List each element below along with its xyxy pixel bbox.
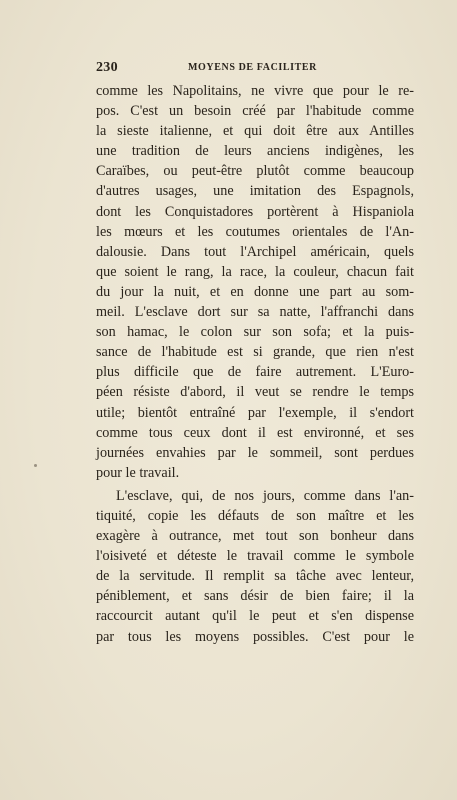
page-header — [96, 60, 414, 76]
text-line: une tradition de leurs anciens indigènes, les — [96, 143, 414, 160]
text-line: son hamac, le colon sur son sofa; et la puis- — [96, 324, 414, 341]
text-line: sance de l'habitude est si grande, que rien n'est — [96, 344, 414, 361]
text-line: du jour la nuit, et en donne une part au som- — [96, 283, 414, 300]
text-line: journées envahies par le sommeil, sont perdues — [96, 444, 414, 461]
text-line: raccourcit autant qu'il le peut et s'en dispense — [96, 608, 414, 625]
paper-speck — [34, 464, 37, 467]
text-line: que soient le rang, la race, la couleur, chacun fait — [96, 263, 414, 280]
text-line: d'autres usages, une imitation des Espagnols, — [96, 183, 414, 200]
body-text — [96, 81, 414, 647]
text-line: de la servitude. Il remplit sa tâche avec lenteur, — [96, 568, 414, 585]
text-line: l'oisiveté et déteste le travail comme le symbole — [96, 548, 414, 565]
text-line: pour le travail. — [96, 464, 180, 481]
text-line: comme tous ceux dont il est environné, et ses — [96, 424, 414, 441]
text-line: pos. C'est un besoin créé par l'habitude comme — [96, 103, 414, 120]
text-line: la sieste italienne, et qui doit être aux Antilles — [96, 123, 414, 140]
text-line: tiquité, copie les défauts de son maître et les — [96, 507, 414, 524]
page-number: 230 — [96, 60, 118, 75]
text-line: Caraïbes, ou peut-être plutôt comme beaucoup — [96, 163, 414, 180]
running-head: MOYENS DE FACILITER — [188, 62, 318, 73]
text-line: L'esclave, qui, de nos jours, comme dans l'an- — [116, 487, 414, 504]
text-line: péen résiste d'abord, il veut se rendre le temps — [96, 384, 414, 401]
text-line: exagère à outrance, met tout son bonheur dans — [96, 528, 414, 545]
text-line: par tous les moyens possibles. C'est pour le — [96, 628, 414, 645]
text-line: utile; bientôt entraîné par l'exemple, il s'endort — [96, 404, 414, 421]
text-line: dont les Conquistadores portèrent à Hispaniola — [96, 203, 414, 220]
paragraph — [96, 486, 414, 647]
text-line: comme les Napolitains, ne vivre que pour le re- — [96, 83, 414, 99]
text-line: dalousie. Dans tout l'Archipel américain, quels — [96, 243, 414, 260]
text-line: péniblement, et sans désir de bien faire; il la — [96, 588, 414, 605]
text-line: plus difficile que de faire autrement. L'Euro- — [96, 364, 414, 381]
text-line: meil. L'esclave dort sur sa natte, l'affranchi dans — [96, 304, 414, 321]
paragraph — [96, 81, 414, 483]
text-line: les mœurs et les coutumes orientales de l'An- — [96, 223, 414, 240]
